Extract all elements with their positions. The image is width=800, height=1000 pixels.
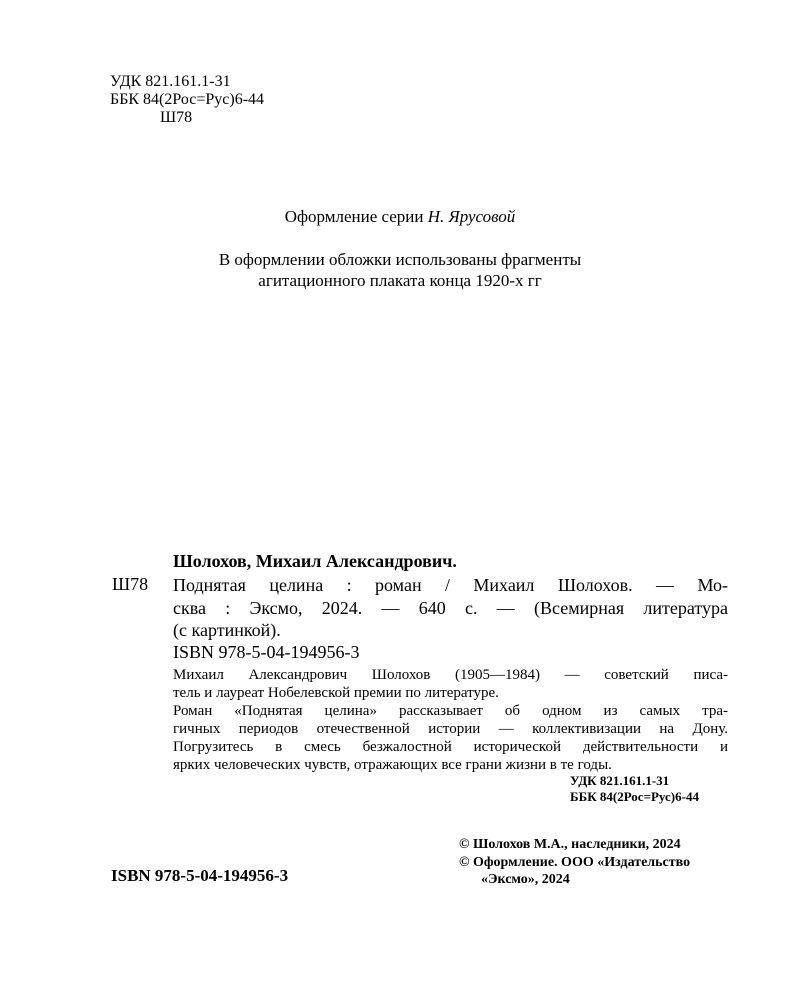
record-isbn: ISBN 978-5-04-194956-3	[173, 642, 360, 662]
cover-note-line-1: В оформлении обложки использованы фрагменты	[218, 250, 582, 269]
description-line: Поднятая целина : роман / Михаил Шолохов. — Мо-	[173, 575, 728, 595]
udk-code: УДК 821.161.1-31	[110, 73, 231, 90]
bbk-code: ББК 84(2Рос=Рус)6-44	[110, 91, 265, 108]
copyright-line: «Эксмо», 2024	[481, 872, 570, 887]
copyright-notice	[459, 836, 690, 889]
annotation-paragraph-1	[173, 666, 728, 702]
annotation-line: ярких человеческих чувств, отражающих все грани жизни в те годы.	[173, 757, 612, 773]
annotation-line: Роман «Поднятая целина» рассказывает об одном из самых тра-	[173, 703, 728, 719]
annotation-paragraph-2	[173, 702, 728, 774]
record-description	[173, 574, 728, 642]
record-classification-codes	[570, 773, 699, 805]
cover-note-line-2: агитационного плаката конца 1920-х гг	[258, 271, 542, 290]
description-line: сква : Эксмо, 2024. — 640 с. — (Всемирная литература	[173, 597, 728, 618]
isbn: ISBN 978-5-04-194956-3	[111, 866, 289, 885]
series-design-credit	[0, 207, 800, 227]
annotation-line: Погрузитесь в смесь безжалостной исторической действительности и	[173, 739, 728, 755]
description-line: (с картинкой).	[173, 620, 281, 640]
series-designer-name: Н. Ярусовой	[427, 207, 516, 226]
author-heading: Шолохов, Михаил Александрович.	[173, 551, 457, 571]
copyright-line: © Шолохов М.А., наследники, 2024	[459, 837, 681, 852]
record-author-mark: Ш78	[112, 574, 149, 594]
annotation-line: гичных периодов отечественной истории — коллективизации на Дону.	[173, 721, 728, 737]
record-udk-code: УДК 821.161.1-31	[570, 773, 670, 788]
series-design-prefix: Оформление серии	[284, 207, 428, 226]
record-bbk-code: ББК 84(2Рос=Рус)6-44	[570, 789, 699, 804]
annotation-line: Михаил Александрович Шолохов (1905—1984) — советский писа-	[173, 667, 728, 683]
author-mark: Ш78	[160, 109, 193, 126]
copyright-line: © Оформление. ООО «Издательство	[459, 854, 691, 870]
annotation-line: тель и лауреат Нобелевской премии по литературе.	[173, 685, 499, 701]
